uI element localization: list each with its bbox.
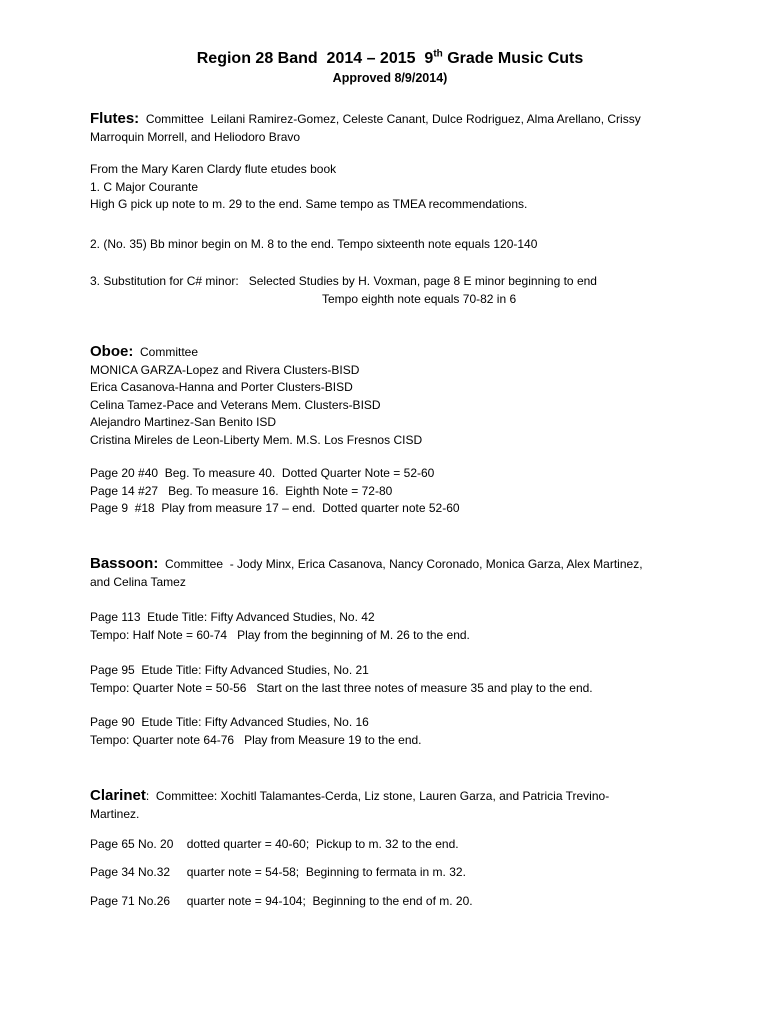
bassoon-etude-page: Page 90 Etude Title: Fifty Advanced Studies, No. 16 bbox=[90, 715, 369, 729]
oboe-cuts bbox=[90, 465, 690, 518]
oboe-member: MONICA GARZA-Lopez and Rivera Clusters-BISD bbox=[90, 362, 360, 377]
bassoon-etude-1 bbox=[90, 609, 690, 644]
bassoon-heading: Bassoon: bbox=[90, 555, 159, 572]
oboe-member: Alejandro Martinez-San Benito ISD bbox=[90, 415, 277, 429]
oboe-section bbox=[90, 343, 690, 449]
clarinet-committee: : Committee: Xochitl Talamantes-Cerda, Liz stone, Lauren Garza, and Patricia Trevino- bbox=[145, 789, 610, 803]
clarinet-cut: Page 34 No.32 quarter note = 54-58; Beginning to fermata in m. 32. bbox=[90, 865, 466, 879]
flutes-source: From the Mary Karen Clardy flute etudes book bbox=[90, 162, 337, 176]
bassoon-section bbox=[90, 555, 690, 591]
flutes-item3-block bbox=[90, 273, 690, 308]
page-title bbox=[90, 48, 690, 70]
title-main: Region 28 Band 2014 – 2015 9 bbox=[196, 50, 434, 67]
oboe-cut: Page 14 #27 Beg. To measure 16. Eighth Note = 72-80 bbox=[90, 483, 393, 498]
clarinet-cut-1 bbox=[90, 836, 690, 854]
bassoon-etude-tempo: Tempo: Half Note = 60-74 Play from the beginning of M. 26 to the end. bbox=[90, 627, 470, 642]
bassoon-etude-2 bbox=[90, 662, 690, 697]
flutes-committee: Committee Leilani Ramirez-Gomez, Celeste Canant, Dulce Rodriguez, Alma Arellano, Crissy bbox=[139, 112, 641, 126]
title-superscript: th bbox=[433, 48, 443, 60]
flutes-heading: Flutes: bbox=[90, 110, 140, 127]
flutes-item1-detail: High G pick up note to m. 29 to the end. Same tempo as TMEA recommendations. bbox=[90, 197, 528, 211]
oboe-cut: Page 9 #18 Play from measure 17 – end. Dotted quarter note 52-60 bbox=[90, 501, 460, 515]
flutes-item2-block bbox=[90, 236, 690, 254]
clarinet-section bbox=[90, 787, 690, 823]
flutes-item3-tempo: Tempo eighth note equals 70-82 in 6 bbox=[322, 291, 517, 306]
bassoon-etude-page: Page 113 Etude Title: Fifty Advanced Studies, No. 42 bbox=[90, 610, 375, 624]
flutes-item1-title: 1. C Major Courante bbox=[90, 179, 199, 194]
oboe-member: Erica Casanova-Hanna and Porter Clusters-BISD bbox=[90, 380, 353, 394]
flutes-item2: 2. (No. 35) Bb minor begin on M. 8 to the end. Tempo sixteenth note equals 120-140 bbox=[90, 237, 538, 251]
bassoon-etude-tempo: Tempo: Quarter Note = 50-56 Start on the last three notes of measure 35 and play to the end. bbox=[90, 680, 593, 695]
oboe-committee-label: Committee bbox=[133, 345, 199, 359]
title-end: Grade Music Cuts bbox=[442, 50, 584, 67]
document-header bbox=[90, 48, 690, 88]
bassoon-committee-cont: and Celina Tamez bbox=[90, 574, 186, 589]
oboe-cut: Page 20 #40 Beg. To measure 40. Dotted Quarter Note = 52-60 bbox=[90, 466, 435, 480]
oboe-heading-line bbox=[90, 343, 690, 362]
clarinet-cut-2 bbox=[90, 864, 690, 882]
flutes-section bbox=[90, 110, 690, 146]
bassoon-etude-page: Page 95 Etude Title: Fifty Advanced Studies, No. 21 bbox=[90, 663, 369, 677]
oboe-heading: Oboe: bbox=[90, 343, 134, 360]
clarinet-committee-line bbox=[90, 787, 690, 806]
bassoon-etude-tempo: Tempo: Quarter note 64-76 Play from Measure 19 to the end. bbox=[90, 732, 422, 747]
clarinet-committee-cont: Martinez. bbox=[90, 806, 140, 821]
oboe-member: Cristina Mireles de Leon-Liberty Mem. M.S. Los Fresnos CISD bbox=[90, 432, 423, 447]
clarinet-cut-3 bbox=[90, 893, 690, 911]
flutes-committee-line bbox=[90, 110, 690, 129]
approved-date: Approved 8/9/2014) bbox=[332, 71, 448, 85]
flutes-committee-cont: Marroquin Morrell, and Heliodoro Bravo bbox=[90, 129, 301, 144]
clarinet-cut: Page 71 No.26 quarter note = 94-104; Beginning to the end of m. 20. bbox=[90, 894, 473, 908]
bassoon-committee: Committee - Jody Minx, Erica Casanova, Nancy Coronado, Monica Garza, Alex Martinez, bbox=[158, 557, 643, 571]
oboe-member: Celina Tamez-Pace and Veterans Mem. Clusters-BISD bbox=[90, 397, 381, 412]
bassoon-committee-line bbox=[90, 555, 690, 574]
clarinet-cut: Page 65 No. 20 dotted quarter = 40-60; Pickup to m. 32 to the end. bbox=[90, 837, 459, 851]
flutes-cuts bbox=[90, 161, 690, 214]
bassoon-etude-3 bbox=[90, 714, 690, 749]
flutes-item3: 3. Substitution for C# minor: Selected Studies by H. Voxman, page 8 E minor beginning to end bbox=[90, 274, 597, 288]
clarinet-heading: Clarinet bbox=[90, 787, 146, 804]
